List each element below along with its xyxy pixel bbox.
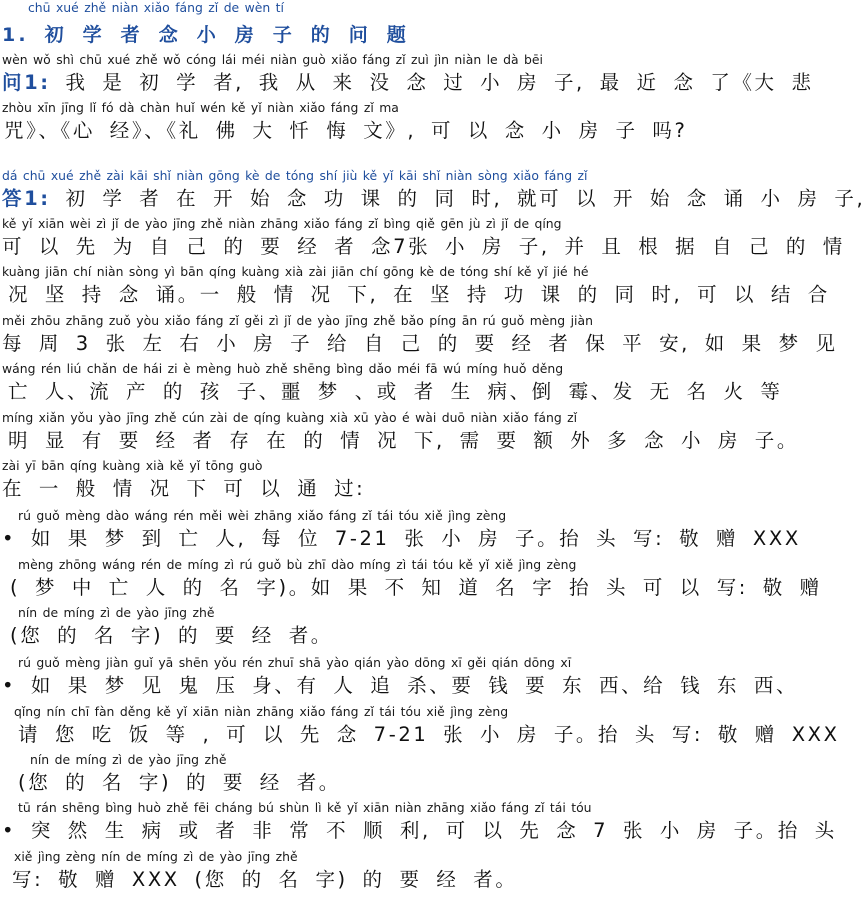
pinyin-line [0, 849, 686, 865]
chinese-text-line [0, 234, 845, 260]
line-text: ( 梦 中 亡 人 的 名 字)。如 果 不 知 道 名 字 抬 头 可 以 写: 敬 赠 [10, 576, 822, 599]
pinyin-line [0, 216, 674, 232]
pinyin-line [0, 264, 674, 280]
line-text: 咒》、《心 经》、《礼 佛 大 忏 悔 文》, 可 以 念 小 房 子 吗? [4, 119, 688, 142]
line-text: dá chū xué zhě zài kāi shǐ niàn gōng kè de tóng shí jiù kě yǐ kāi shǐ niàn sòng xiǎo fáng zǐ [2, 168, 588, 183]
chinese-text-line [0, 818, 837, 844]
chinese-text-line [0, 331, 838, 357]
pinyin-line [0, 410, 674, 426]
line-text: • 如 果 梦 见 鬼 压 身、有 人 追 杀、要 钱 要 东 西、给 钱 东 西、 [2, 674, 799, 697]
qa-label: 答1: [2, 187, 51, 210]
line-text: 1. 初 学 者 念 小 房 子 的 问 题 [2, 24, 409, 46]
chinese-text-line [0, 118, 688, 144]
line-text: 况 坚 持 念 诵。一 般 情 况 下, 在 坚 持 功 课 的 同 时, 可 以 结 合 [8, 283, 830, 306]
chinese-text-line [0, 623, 682, 649]
line-text: wáng rén liú chǎn de hái zi è mèng huò zhě shēng bìng dǎo méi fā wú míng huǒ děng [2, 361, 564, 376]
qa-label: 问1: [2, 71, 51, 94]
line-text: 我 是 初 学 者, 我 从 来 没 念 过 小 房 子, 最 近 念 了《大 悲 [50, 71, 814, 94]
line-text: qǐng nín chī fàn děng kě yǐ xiān niàn zhāng xiǎo fáng zǐ tái tóu xiě jìng zèng [14, 704, 509, 719]
pinyin-line [0, 557, 690, 573]
line-text: míng xiǎn yǒu yào jīng zhě cún zài de qíng kuàng xià xū yào é wài duō niàn xiǎo fáng zǐ [2, 410, 578, 425]
line-text: xiě jìng zèng nín de míng zì de yào jīng zhě [14, 849, 298, 864]
line-text: zài yī bān qíng kuàng xià kě yǐ tōng guò [2, 458, 263, 473]
chinese-text-line [0, 575, 822, 601]
line-text: (您 的 名 字) 的 要 经 者。 [10, 624, 333, 647]
line-text: 每 周 3 张 左 右 小 房 子 给 自 己 的 要 经 者 保 平 安, 如 果 梦 见 [2, 332, 838, 355]
chinese-text-line [0, 867, 684, 893]
line-text: zhòu xīn jīng lǐ fó dà chàn huǐ wén kě yǐ niàn xiǎo fáng zǐ ma [2, 100, 399, 115]
line-text: nín de míng zì de yào jīng zhě [18, 605, 215, 620]
line-text: kě yǐ xiān wèi zì jǐ de yào jīng zhě niàn zhāng xiǎo fáng zǐ bìng qiě gēn jù zì jǐ de qíng [2, 216, 562, 231]
pinyin-line [0, 100, 674, 116]
pinyin-line [0, 704, 686, 720]
pinyin-line [0, 655, 690, 671]
line-text: • 如 果 梦 到 亡 人, 每 位 7-21 张 小 房 子。抬 头 写: 敬 赠 XXX [2, 527, 801, 550]
line-text: wèn wǒ shì chū xué zhě wǒ cóng lái méi niàn guò xiǎo fáng zǐ zuì jìn niàn le dà bēi [2, 52, 543, 67]
pinyin-line [0, 458, 674, 474]
line-text: 亡 人、流 产 的 孩 子、噩 梦 、或 者 生 病、倒 霉、发 无 名 火 等 [8, 380, 783, 403]
chinese-text-line [0, 476, 674, 502]
line-text: mèng zhōng wáng rén de míng zì rú guǒ bù zhī dào míng zì tái tóu kě yǐ xiě jìng zèng [18, 557, 577, 572]
chinese-text-line [0, 70, 814, 96]
line-text: 在 一 般 情 况 下 可 以 通 过: [2, 477, 366, 500]
chinese-text-line [0, 282, 830, 308]
line-text: 初 学 者 在 开 始 念 功 课 的 同 时, 就可 以 开 始 念 诵 小 房 子, [50, 187, 865, 210]
line-text: chū xué zhě niàn xiǎo fáng zǐ de wèn tí [28, 0, 284, 15]
chinese-text-line [0, 526, 801, 552]
pinyin-line [0, 0, 700, 16]
pinyin-line [0, 168, 674, 184]
chinese-text-line [0, 673, 799, 699]
line-text: • 突 然 生 病 或 者 非 常 不 顺 利, 可 以 先 念 7 张 小 房 子。抬 头 [2, 819, 837, 842]
pinyin-line [0, 752, 702, 768]
line-text: 可 以 先 为 自 己 的 要 经 者 念7张 小 房 子, 并 且 根 据 自 己 的 情 [2, 235, 845, 258]
pinyin-line [0, 605, 690, 621]
pinyin-line [0, 361, 674, 377]
pinyin-line [0, 313, 674, 329]
line-text: 明 显 有 要 经 者 存 在 的 情 况 下, 需 要 额 外 多 念 小 房 子。 [8, 429, 799, 452]
line-text: 写: 敬 赠 XXX (您 的 名 字) 的 要 经 者。 [12, 868, 518, 891]
line-text: (您 的 名 字) 的 要 经 者。 [18, 771, 341, 794]
line-text: 请 您 吃 饭 等 , 可 以 先 念 7-21 张 小 房 子。抬 头 写: 敬 赠 XXX [18, 723, 840, 746]
chinese-text-line [0, 379, 783, 405]
line-text: rú guǒ mèng dào wáng rén měi wèi zhāng xiǎo fáng zǐ tái tóu xiě jìng zèng [18, 508, 507, 523]
line-text: měi zhōu zhāng zuǒ yòu xiǎo fáng zǐ gěi zì jǐ de yào jīng zhě bǎo píng ān rú guǒ mèng jiàn [2, 313, 593, 328]
line-text: kuàng jiān chí niàn sòng yì bān qíng kuàng xià zài jiān chí gōng kè de tóng shí kě yǐ jié hé [2, 264, 589, 279]
chinese-text-line [0, 722, 840, 748]
chinese-text-line [0, 22, 674, 48]
pinyin-line [0, 508, 690, 524]
pinyin-line [0, 52, 674, 68]
chinese-text-line [0, 428, 799, 454]
chinese-text-line [0, 186, 865, 212]
pinyin-line [0, 800, 690, 816]
line-text: rú guǒ mèng jiàn guǐ yā shēn yǒu rén zhuī shā yào qián yào dōng xī gěi qián dōng xī [18, 655, 572, 670]
chinese-text-line [0, 770, 690, 796]
line-text: nín de míng zì de yào jīng zhě [30, 752, 227, 767]
line-text: tū rán shēng bìng huò zhě fēi cháng bú shùn lì kě yǐ xiān niàn zhāng xiǎo fáng zǐ tái tóu [18, 800, 592, 815]
